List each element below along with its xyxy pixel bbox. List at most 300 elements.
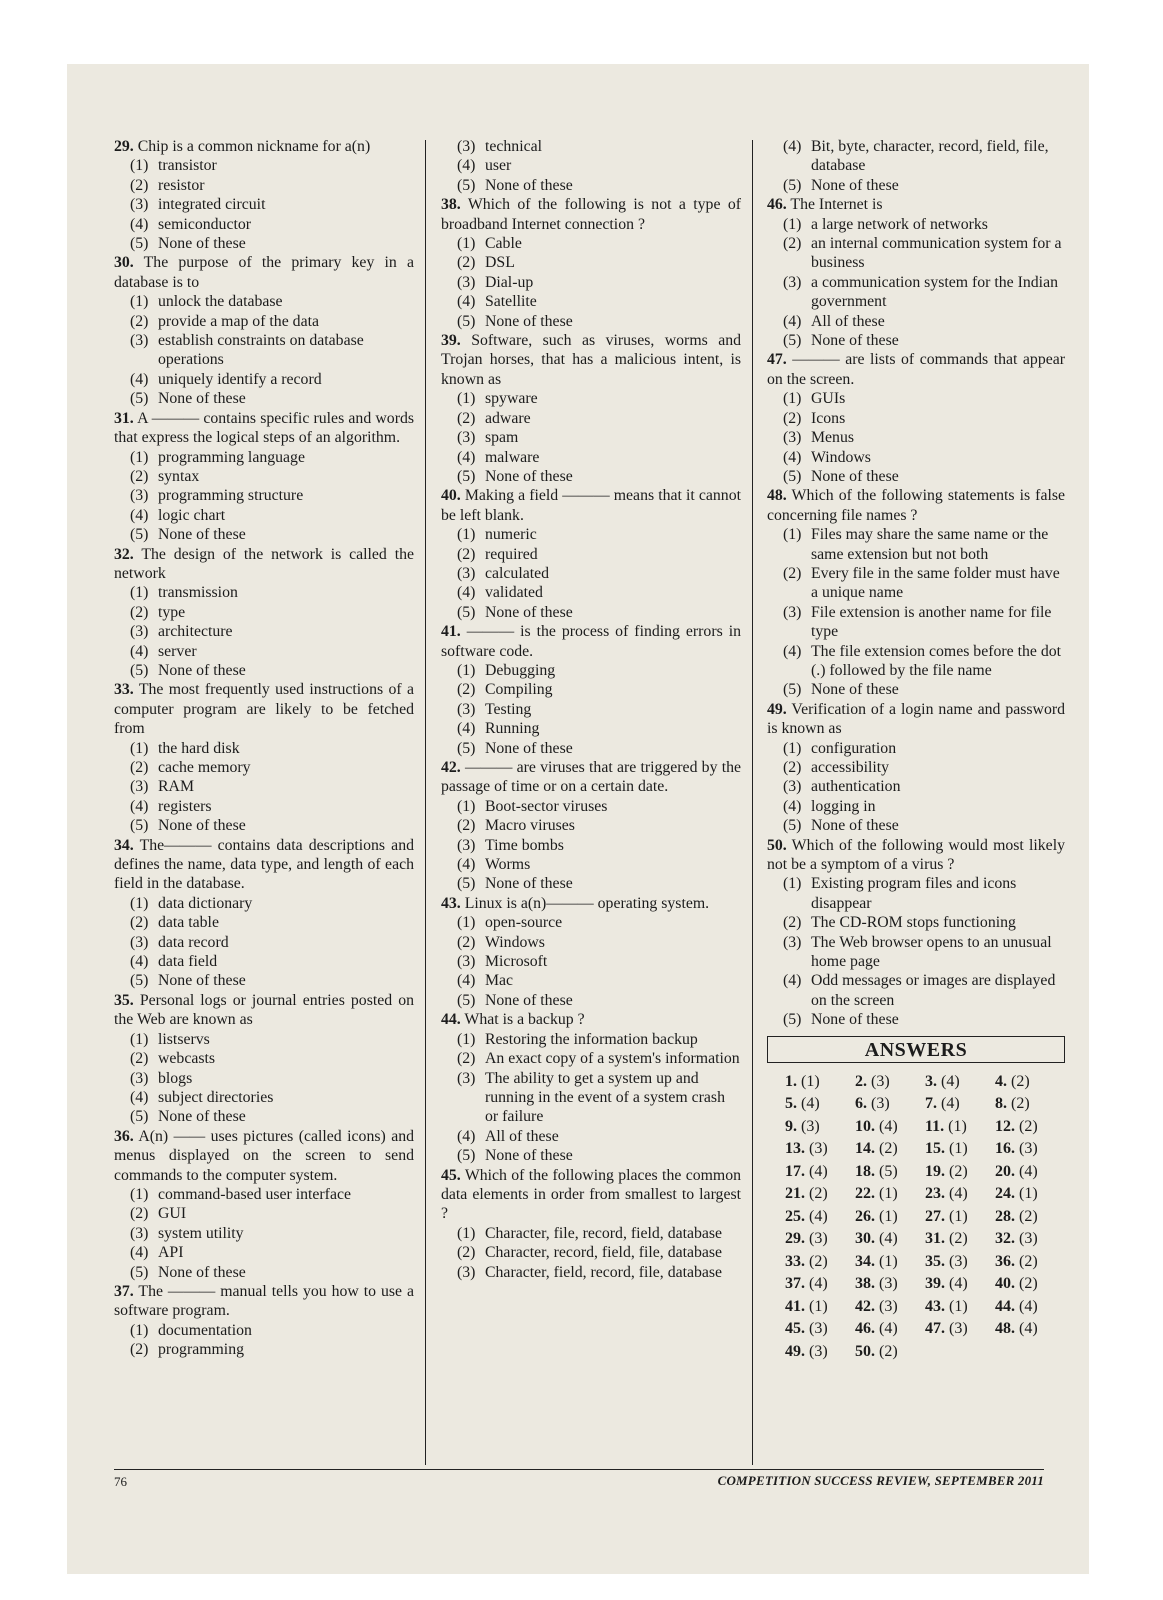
answer-option <box>114 583 414 602</box>
option-number: (1) <box>457 914 476 932</box>
answer-entry <box>995 1273 1065 1296</box>
option-number: (3) <box>783 933 802 951</box>
option-number: (2) <box>783 914 802 932</box>
option-text: webcasts <box>158 1050 216 1068</box>
option-text: None of these <box>811 681 899 699</box>
answer-entry <box>785 1161 855 1184</box>
option-number: (1) <box>130 1185 149 1203</box>
answer-choice: (3) <box>879 1275 898 1293</box>
option-number: (1) <box>457 797 476 815</box>
answer-choice: (2) <box>1011 1095 1030 1113</box>
question-number: 36. <box>114 1127 134 1145</box>
answer-question-number: 49. <box>785 1342 805 1360</box>
answer-entry <box>925 1228 995 1251</box>
option-text: None of these <box>485 176 573 194</box>
answer-option <box>441 156 741 175</box>
answer-entry <box>855 1251 925 1274</box>
answer-entry <box>785 1116 855 1139</box>
answer-question-number: 36. <box>995 1252 1015 1270</box>
option-number: (2) <box>130 312 149 330</box>
question-text: Chip is a common nickname for a(n) <box>137 138 371 155</box>
option-text: accessibility <box>811 759 890 776</box>
column-2 <box>441 137 741 1282</box>
question <box>114 991 414 1030</box>
option-text: Bit, byte, character, record, field, file, database <box>811 138 1049 175</box>
answer-option <box>441 564 741 583</box>
answer-option <box>767 797 1065 816</box>
answer-option <box>441 855 741 874</box>
answer-choice: (4) <box>879 1320 898 1338</box>
option-text: Character, record, field, file, database <box>485 1244 723 1262</box>
question <box>441 758 741 797</box>
answer-entry <box>925 1273 995 1296</box>
answer-entry <box>925 1183 995 1206</box>
answer-entry <box>785 1273 855 1296</box>
answer-question-number: 18. <box>855 1162 875 1180</box>
option-number: (5) <box>783 176 802 194</box>
option-text: GUIs <box>811 390 846 408</box>
option-text: Windows <box>811 448 871 466</box>
answer-option <box>114 486 414 505</box>
footer-rule <box>114 1469 1044 1470</box>
answer-option <box>114 971 414 990</box>
question <box>114 1127 414 1185</box>
answer-option <box>114 370 414 389</box>
option-text: subject directories <box>158 1088 274 1106</box>
answer-option <box>114 156 414 175</box>
option-number: (1) <box>130 1321 149 1339</box>
answer-question-number: 38. <box>855 1275 875 1293</box>
option-number: (4) <box>457 972 476 990</box>
answer-entry <box>855 1071 925 1094</box>
question-number: 38. <box>441 196 461 214</box>
option-text: Icons <box>811 409 846 427</box>
option-text: logic chart <box>158 506 226 524</box>
answer-option <box>114 312 414 331</box>
answer-choice: (4) <box>809 1207 828 1225</box>
answer-question-number: 28. <box>995 1207 1015 1225</box>
answer-option <box>441 1263 741 1282</box>
option-number: (1) <box>783 875 802 893</box>
answer-option <box>441 700 741 719</box>
option-number: (1) <box>457 526 476 544</box>
option-number: (2) <box>457 817 476 835</box>
option-number: (2) <box>457 545 476 563</box>
option-number: (4) <box>457 293 476 311</box>
answer-choice: (3) <box>809 1140 828 1158</box>
option-number: (3) <box>457 1263 476 1281</box>
answer-question-number: 15. <box>925 1140 945 1158</box>
question-number: 46. <box>767 196 787 214</box>
option-number: (2) <box>130 1205 149 1223</box>
question-text: The most frequently used instructions of a computer program are likely to be fetched from <box>114 681 414 738</box>
option-number: (5) <box>457 1147 476 1165</box>
answer-choice: (1) <box>949 1140 968 1158</box>
option-text: None of these <box>485 1147 573 1165</box>
question-text: Personal logs or journal entries posted on the Web are known as <box>114 991 415 1029</box>
option-number: (4) <box>130 1244 149 1262</box>
option-number: (2) <box>457 1050 476 1068</box>
option-text: command-based user interface <box>158 1185 351 1203</box>
question-number: 49. <box>767 700 787 718</box>
option-number: (4) <box>783 972 802 990</box>
answer-option <box>767 680 1065 699</box>
answer-choice: (2) <box>809 1252 828 1270</box>
option-text: None of these <box>485 991 573 1009</box>
answer-choice: (1) <box>879 1207 898 1225</box>
option-number: (5) <box>457 603 476 621</box>
option-number: (5) <box>457 875 476 893</box>
option-number: (3) <box>130 1069 149 1087</box>
answer-option <box>114 506 414 525</box>
answer-option <box>114 1088 414 1107</box>
answer-option <box>114 816 414 835</box>
option-number: (2) <box>457 933 476 951</box>
option-number: (3) <box>783 273 802 291</box>
question <box>441 1166 741 1224</box>
answer-question-number: 4. <box>995 1072 1007 1090</box>
answer-entry <box>925 1161 995 1184</box>
option-number: (5) <box>130 1263 149 1281</box>
option-number: (5) <box>130 661 149 679</box>
answer-choice: (3) <box>949 1252 968 1270</box>
answer-option <box>767 409 1065 428</box>
answer-option <box>114 1340 414 1359</box>
answer-choice: (3) <box>1019 1140 1038 1158</box>
answer-choice: (1) <box>809 1297 828 1315</box>
option-text: API <box>158 1244 184 1262</box>
magazine-credit: COMPETITION SUCCESS REVIEW, SEPTEMBER 2011 <box>717 1473 1044 1488</box>
answer-choice: (2) <box>879 1140 898 1158</box>
question-number: 48. <box>767 487 787 505</box>
answer-choice: (2) <box>1019 1207 1038 1225</box>
answer-entry <box>995 1296 1065 1319</box>
option-number: (2) <box>130 176 149 194</box>
option-number: (5) <box>130 817 149 835</box>
option-text: authentication <box>811 778 901 796</box>
answer-question-number: 47. <box>925 1320 945 1338</box>
answer-option <box>767 234 1065 273</box>
answer-question-number: 5. <box>785 1095 797 1113</box>
option-number: (5) <box>783 332 802 350</box>
option-number: (2) <box>783 409 802 427</box>
option-text: logging in <box>811 797 876 815</box>
answer-choice: (2) <box>1011 1072 1030 1090</box>
option-text: None of these <box>158 390 246 408</box>
option-text: a large network of networks <box>811 215 988 233</box>
answer-option <box>114 525 414 544</box>
option-number: (3) <box>130 332 149 350</box>
option-number: (5) <box>130 390 149 408</box>
answer-entry <box>925 1251 995 1274</box>
answer-question-number: 24. <box>995 1185 1015 1203</box>
answer-option <box>114 1263 414 1282</box>
option-text: All of these <box>485 1127 559 1145</box>
answer-option <box>441 409 741 428</box>
option-number: (3) <box>457 429 476 447</box>
answer-question-number: 44. <box>995 1297 1015 1315</box>
option-text: transmission <box>158 584 238 602</box>
option-number: (3) <box>457 138 476 155</box>
question-text: What is a backup ? <box>464 1011 585 1029</box>
question <box>114 836 414 894</box>
answer-question-number: 33. <box>785 1252 805 1270</box>
option-number: (1) <box>130 157 149 175</box>
option-number: (3) <box>783 778 802 796</box>
column-divider-1 <box>425 140 426 1465</box>
answer-choice: (4) <box>879 1230 898 1248</box>
answer-entry <box>995 1116 1065 1139</box>
option-number: (3) <box>130 778 149 796</box>
option-text: Restoring the information backup <box>485 1030 698 1048</box>
answer-option <box>441 603 741 622</box>
option-number: (1) <box>130 1030 149 1048</box>
answer-option <box>767 215 1065 234</box>
answer-choice: (1) <box>949 1207 968 1225</box>
question <box>114 137 414 156</box>
question-text: Which of the following would most likely not be a symptom of a virus ? <box>767 836 1065 874</box>
answer-question-number: 13. <box>785 1140 805 1158</box>
answer-entry <box>855 1183 925 1206</box>
question-number: 37. <box>114 1282 134 1300</box>
answer-choice: (4) <box>1019 1320 1038 1338</box>
option-number: (4) <box>457 856 476 874</box>
answer-option <box>114 1321 414 1340</box>
option-text: File extension is another name for file type <box>811 603 1052 641</box>
question-text: ——— is the process of finding errors in software code. <box>441 623 741 660</box>
answer-entry <box>855 1341 925 1364</box>
option-text: Time bombs <box>485 836 564 854</box>
option-number: (4) <box>783 448 802 466</box>
answer-question-number: 23. <box>925 1185 945 1203</box>
question-text: Which of the following statements is false concerning file names ? <box>767 487 1065 524</box>
question-text: Which of the following is not a type of broadband Internet connection ? <box>441 196 741 233</box>
answer-option <box>441 797 741 816</box>
answer-option <box>441 448 741 467</box>
question-number: 40. <box>441 487 461 505</box>
answer-option <box>767 312 1065 331</box>
option-text: None of these <box>485 312 573 330</box>
option-number: (4) <box>457 448 476 466</box>
option-number: (2) <box>130 603 149 621</box>
column-1 <box>114 137 414 1360</box>
answer-option <box>441 661 741 680</box>
answer-question-number: 8. <box>995 1095 1007 1113</box>
question <box>767 350 1065 389</box>
option-text: server <box>158 642 197 660</box>
option-number: (3) <box>457 836 476 854</box>
option-text: None of these <box>811 176 899 194</box>
answer-choice: (2) <box>809 1185 828 1203</box>
option-text: Boot-sector viruses <box>485 797 608 815</box>
option-text: malware <box>485 448 540 466</box>
answer-option <box>114 1049 414 1068</box>
answer-choice: (1) <box>879 1252 898 1270</box>
answer-question-number: 48. <box>995 1320 1015 1338</box>
answer-option <box>441 739 741 758</box>
answer-option <box>114 622 414 641</box>
option-text: The ability to get a system up and running in the event of a system crash or failure <box>485 1069 725 1126</box>
answer-choice: (4) <box>809 1162 828 1180</box>
answer-question-number: 16. <box>995 1140 1015 1158</box>
question-number: 43. <box>441 894 461 912</box>
answer-question-number: 45. <box>785 1320 805 1338</box>
question-number: 39. <box>441 332 461 350</box>
answer-choice: (3) <box>1019 1230 1038 1248</box>
option-text: unlock the database <box>158 293 283 311</box>
answer-choice: (2) <box>1019 1117 1038 1135</box>
option-number: (4) <box>130 1088 149 1106</box>
option-text: None of these <box>158 972 246 990</box>
option-text: None of these <box>485 603 573 621</box>
option-text: None of these <box>158 661 246 679</box>
option-number: (1) <box>457 661 476 679</box>
option-text: configuration <box>811 739 897 757</box>
answer-entry <box>995 1183 1065 1206</box>
option-text: Mac <box>485 972 514 990</box>
answer-question-number: 3. <box>925 1072 937 1090</box>
option-text: None of these <box>811 467 899 485</box>
option-number: (5) <box>130 972 149 990</box>
option-text: None of these <box>811 332 899 350</box>
option-text: Menus <box>811 429 855 447</box>
answer-entry <box>995 1161 1065 1184</box>
option-number: (4) <box>130 797 149 815</box>
option-number: (5) <box>130 235 149 253</box>
answer-entry <box>855 1138 925 1161</box>
answer-option <box>767 642 1065 681</box>
question <box>767 700 1065 739</box>
option-text: An exact copy of a system's information <box>485 1050 740 1068</box>
answer-entry <box>925 1206 995 1229</box>
question <box>441 894 741 913</box>
answer-entry <box>785 1183 855 1206</box>
option-text: transistor <box>158 157 217 175</box>
answer-option <box>441 583 741 602</box>
answer-choice: (3) <box>871 1072 890 1090</box>
question <box>441 622 741 661</box>
question-number: 32. <box>114 545 134 563</box>
option-number: (4) <box>130 506 149 524</box>
option-text: GUI <box>158 1205 187 1223</box>
option-number: (4) <box>130 642 149 660</box>
answer-choice: (4) <box>941 1095 960 1113</box>
question-text: The ——— manual tells you how to use a software program. <box>114 1282 415 1320</box>
option-text: Character, file, record, field, database <box>485 1224 723 1242</box>
answer-option <box>441 1224 741 1243</box>
option-text: Dial-up <box>485 273 534 291</box>
option-text: The CD-ROM stops functioning <box>811 914 1016 932</box>
answer-entry <box>855 1161 925 1184</box>
column-divider-2 <box>752 140 753 1465</box>
answer-question-number: 21. <box>785 1185 805 1203</box>
question <box>114 1282 414 1321</box>
option-number: (3) <box>783 603 802 621</box>
answer-option <box>114 215 414 234</box>
answer-option <box>767 389 1065 408</box>
option-text: Every file in the same folder must have a unique name <box>811 564 1060 602</box>
option-text: All of these <box>811 312 885 330</box>
question <box>767 195 1065 214</box>
question-number: 30. <box>114 254 134 272</box>
question-text: Making a field ——— means that it cannot be left blank. <box>441 487 741 524</box>
question <box>441 1010 741 1029</box>
answer-entry <box>995 1138 1065 1161</box>
option-text: open-source <box>485 914 563 932</box>
answer-option <box>114 758 414 777</box>
option-text: validated <box>485 584 543 602</box>
option-text: a communication system for the Indian government <box>811 273 1058 311</box>
answer-option <box>441 991 741 1010</box>
answer-question-number: 43. <box>925 1297 945 1315</box>
option-number: (4) <box>783 642 802 660</box>
answer-question-number: 19. <box>925 1162 945 1180</box>
answer-question-number: 32. <box>995 1230 1015 1248</box>
option-number: (4) <box>130 953 149 971</box>
option-text: Cable <box>485 235 522 253</box>
option-text: None of these <box>158 817 246 835</box>
option-text: provide a map of the data <box>158 312 319 330</box>
option-text: programming structure <box>158 487 304 505</box>
answer-option <box>767 913 1065 932</box>
option-text: DSL <box>485 254 515 272</box>
question <box>441 486 741 525</box>
answer-entry <box>925 1296 995 1319</box>
answer-option <box>114 448 414 467</box>
answer-option <box>114 176 414 195</box>
option-number: (1) <box>457 235 476 253</box>
option-text: listservs <box>158 1030 210 1048</box>
option-number: (2) <box>130 914 149 932</box>
option-text: documentation <box>158 1321 252 1339</box>
question-number: 31. <box>114 409 134 427</box>
question-text: The purpose of the primary key in a database is to <box>114 254 414 291</box>
answer-question-number: 6. <box>855 1095 867 1113</box>
answer-option <box>767 428 1065 447</box>
option-text: None of these <box>485 875 573 893</box>
answer-option <box>441 874 741 893</box>
answer-entry <box>925 1138 995 1161</box>
option-text: syntax <box>158 467 200 485</box>
answer-option <box>441 816 741 835</box>
answer-option <box>767 273 1065 312</box>
answer-question-number: 22. <box>855 1185 875 1203</box>
option-number: (1) <box>783 390 802 408</box>
option-text: Compiling <box>485 681 553 699</box>
answer-entry <box>855 1206 925 1229</box>
answer-option <box>441 1243 741 1262</box>
option-number: (5) <box>457 991 476 1009</box>
answer-option <box>114 894 414 913</box>
answer-question-number: 50. <box>855 1342 875 1360</box>
answer-choice: (3) <box>809 1230 828 1248</box>
answer-entry <box>925 1093 995 1116</box>
answer-option <box>114 952 414 971</box>
answer-option <box>767 758 1065 777</box>
option-text: The Web browser opens to an unusual home page <box>811 933 1052 971</box>
option-text: integrated circuit <box>158 196 266 214</box>
answer-option <box>114 661 414 680</box>
option-number: (2) <box>783 759 802 776</box>
answer-option <box>441 273 741 292</box>
answer-choice: (3) <box>949 1320 968 1338</box>
option-text: technical <box>485 138 543 155</box>
option-number: (1) <box>130 739 149 757</box>
option-text: calculated <box>485 564 550 582</box>
option-text: required <box>485 545 538 563</box>
answer-option <box>114 797 414 816</box>
answer-option <box>767 816 1065 835</box>
